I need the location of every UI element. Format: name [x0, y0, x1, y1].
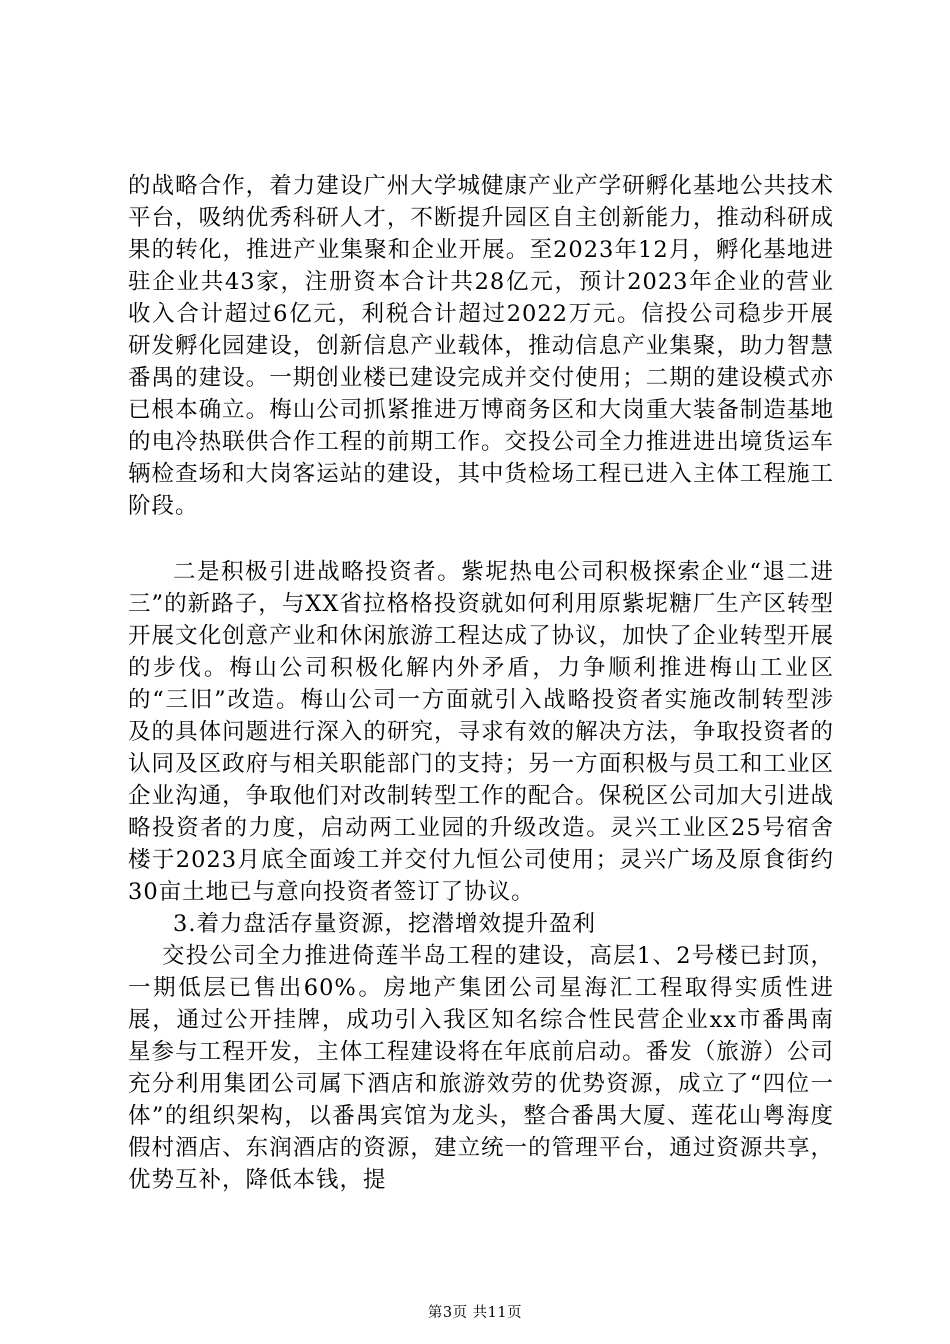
section-heading-3: 3.着力盘活存量资源，挖潜增效提升盈利	[173, 911, 596, 937]
page-number-footer: 第3页 共11页	[427, 1305, 523, 1321]
paragraph-existing-resources: 交投公司全力推进倚莲半岛工程的建设，高层1、2号楼已封顶，一期低层已售出60%。房地产集团公司星海汇工程取得实质性进展，通过公开挂牌，成功引入我区知名综合性民营企业xx市番禺南星参与工程开发，主体工程建设将在年底前启动。番发（旅游）公司充分利用集团公司属下酒店和旅游效劳的优势资源，成立了“四位一体”的组织架构，以番禺宾馆为龙头，整合番禺大厦、莲花山粤海度假村酒店、东润酒店的资源，建立统一的管理平台，通过资源共享，优势互补，降低本钱，提	[128, 943, 834, 1193]
paragraph-strategic-investors: 二是积极引进战略投资者。紫坭热电公司积极探索企业“退二进三”的新路子，与XX省拉格格投资就如何利用原紫坭糖厂生产区转型开展文化创意产业和休闲旅游工程达成了协议，加快了企业转型开展的步伐。梅山公司积极化解内外矛盾，力争顺利推进梅山工业区的“三旧”改造。梅山公司一方面就引入战略投资者实施改制转型涉及的具体问题进行深入的研究，寻求有效的解决方法，争取投资者的认同及区政府与相关职能部门的支持；另一方面积极与员工和工业区企业沟通，争取他们对改制转型工作的配合。保税区公司加大引进战略投资者的力度，启动两工业园的升级改造。灵兴工业区25号宿舍楼于2023月底全面竣工并交付九恒公司使用；灵兴广场及原食街约30亩土地已与意向投资者签订了协议。	[128, 559, 834, 905]
paragraph-gap	[128, 522, 834, 556]
paragraph-strategic-cooperation: 的战略合作，着力建设广州大学城健康产业产学研孵化基地公共技术平台，吸纳优秀科研人才，不断提升园区自主创新能力，推动科研成果的转化，推进产业集聚和企业开展。至2023年12月，孵化基地进驻企业共43家，注册资本合计共28亿元，预计2023年企业的营业收入合计超过6亿元，利税合计超过2022万元。信投公司稳步开展研发孵化园建设，创新信息产业载体，推动信息产业集聚，助力智慧番禺的建设。一期创业楼已建设完成并交付使用；二期的建设模式亦已根本确立。梅山公司抓紧推进万博商务区和大岗重大装备制造基地的电冷热联供合作工程的前期工作。交投公司全力推进进出境货运车辆检查场和大岗客运站的建设，其中货检场工程已进入主体工程施工阶段。	[128, 173, 834, 519]
document-body	[128, 170, 834, 1196]
